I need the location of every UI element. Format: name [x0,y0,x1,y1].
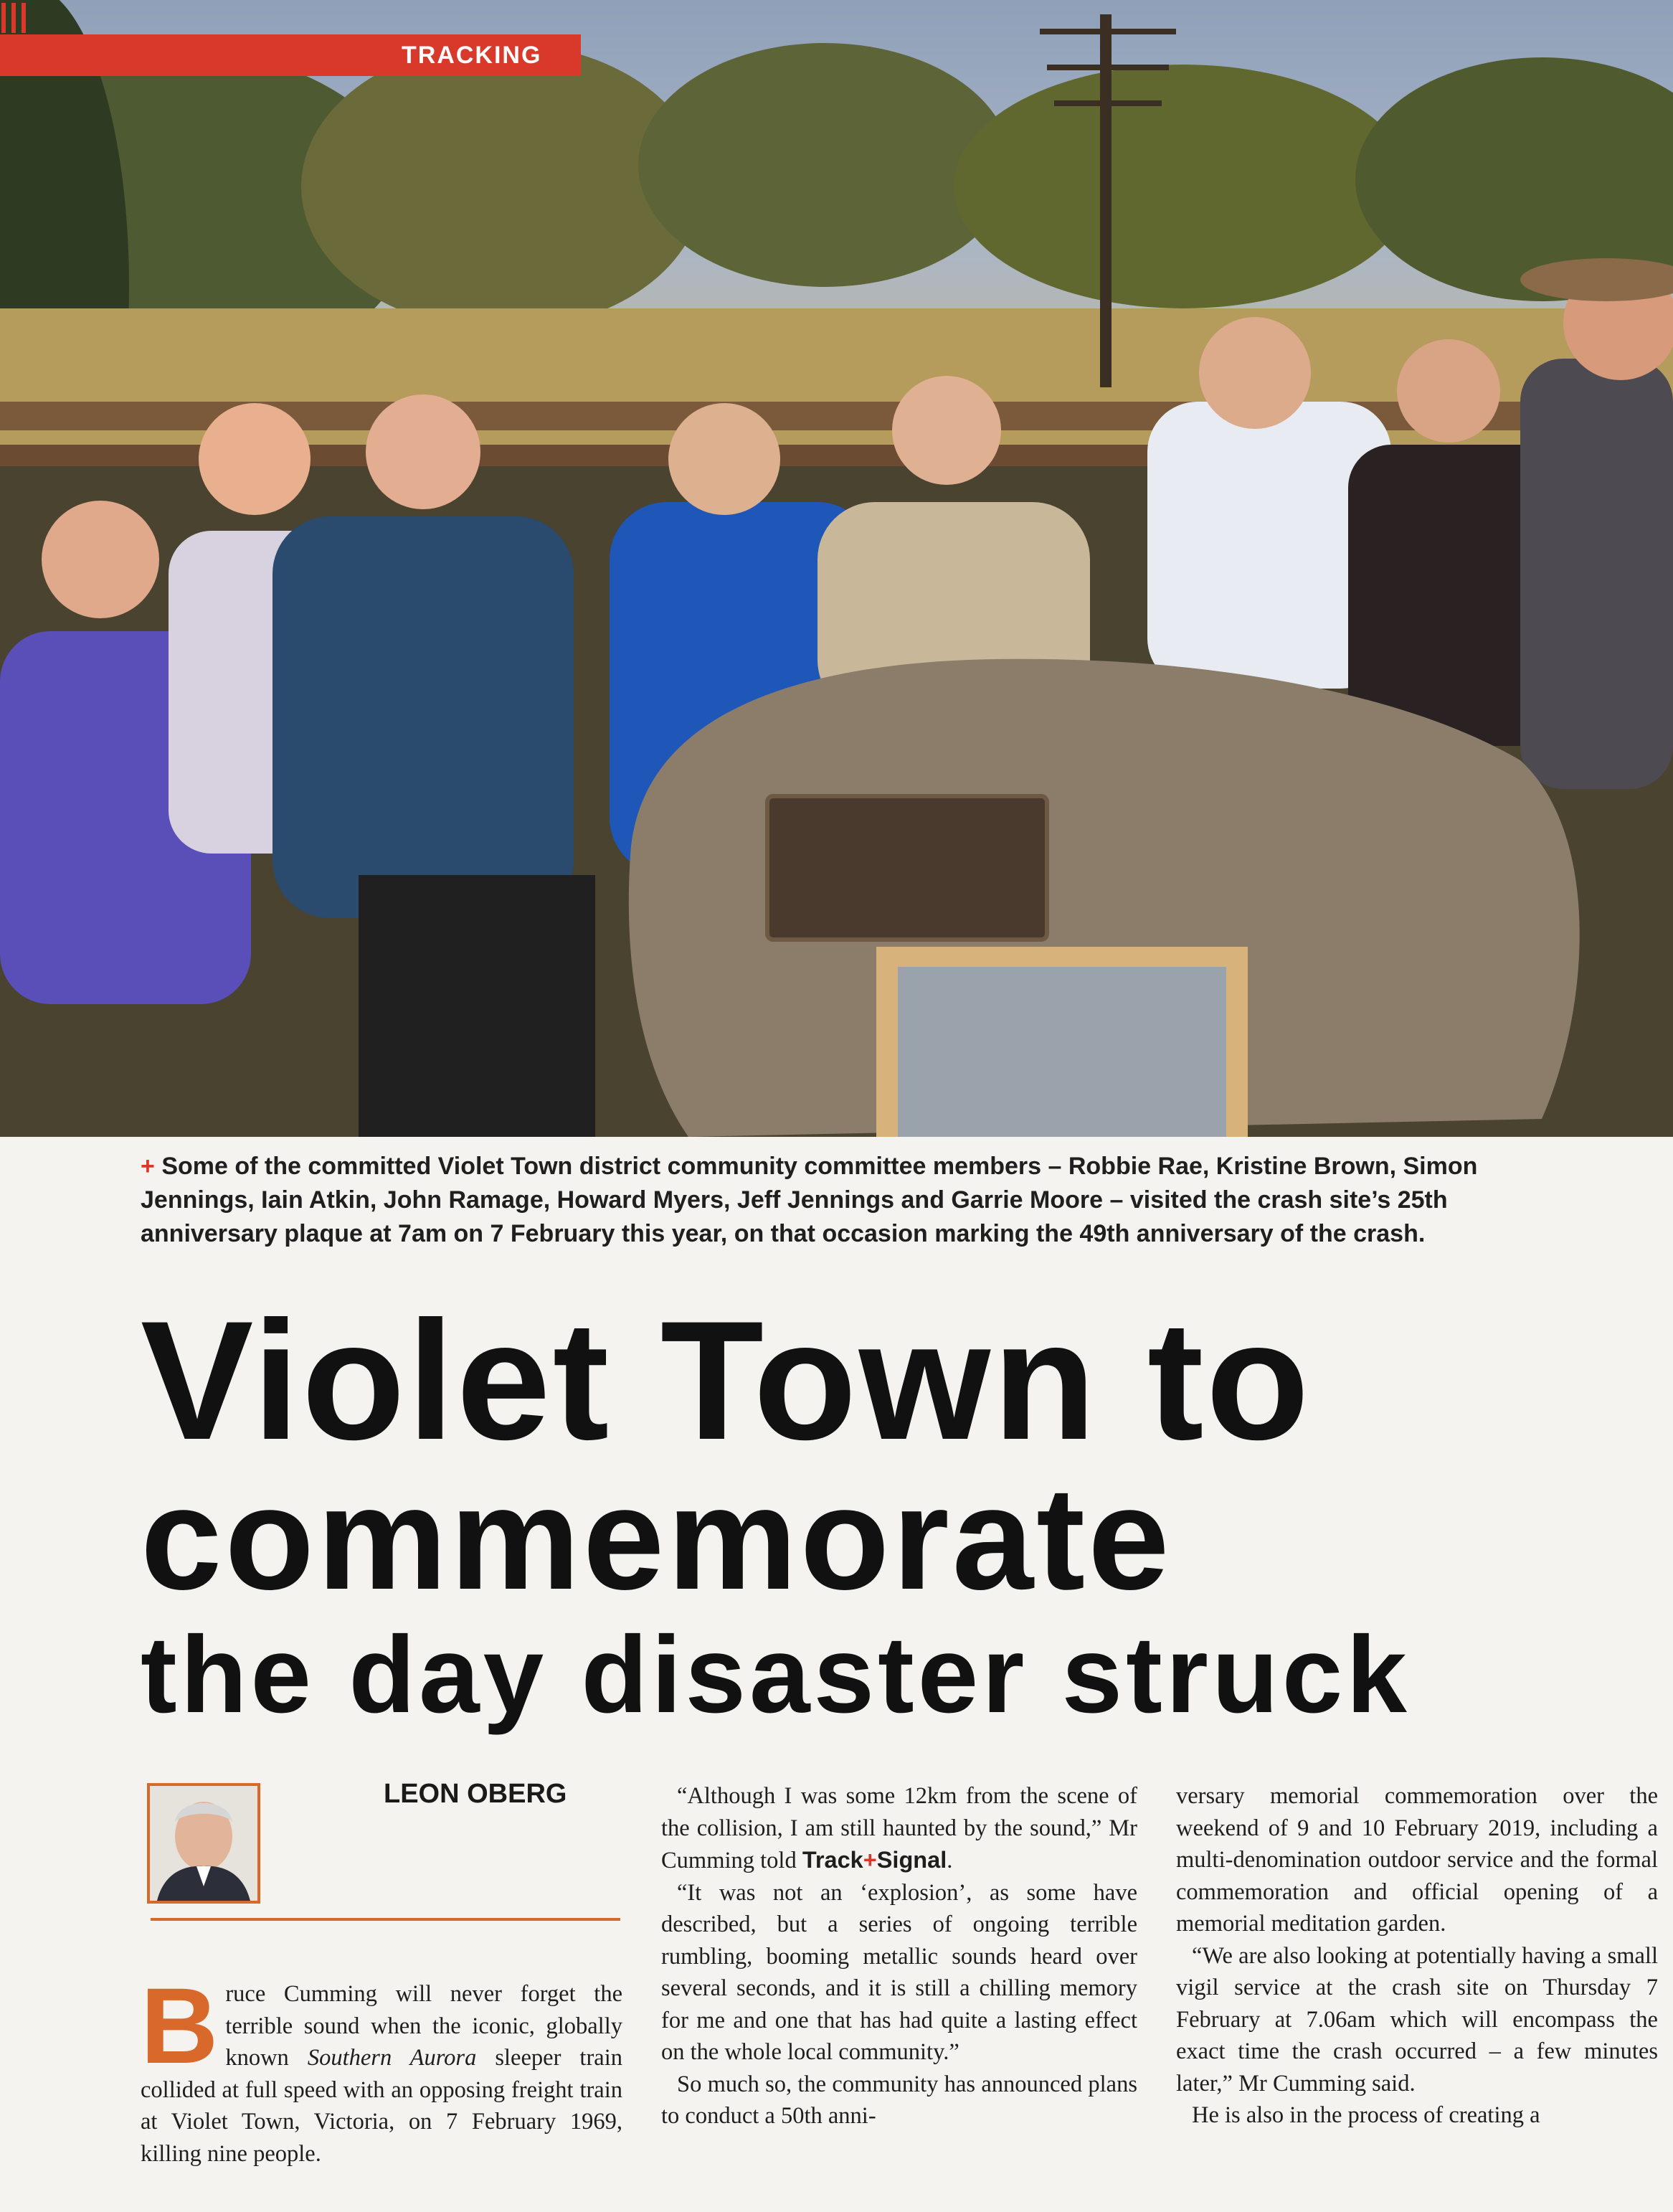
section-label: TRACKING [402,42,542,69]
paragraph [141,1965,622,2170]
paragraph: versary memorial commemoration over the weekend of 9 and 10 February 2019, including a multi-denomination outdoor service and the formal commemoration and official opening of a memorial meditation garden. [1176,1783,1658,1937]
caption-marker: + [141,1153,155,1180]
author-portrait [147,1783,260,1904]
section-ticks-icon [0,0,29,36]
drop-cap: B [141,1965,219,2086]
headline-line-1: Violet Town to [141,1286,1312,1475]
train-name: Southern Aurora [307,2045,477,2071]
paragraph: “We are also looking at potentially having a small vigil service at the crash site on Thursday 7 February at 7.06am which will encompass the exact time the crash occurred – a few minutes later,” Mr Cumming said. [1176,1942,1658,2097]
byline-author: LEON OBERG [384,1779,567,1809]
headline [141,1286,1661,1736]
paragraph: He is also in the process of creating a [1192,2102,1540,2128]
body-column-3 [1176,1780,1658,2132]
publication-name [802,1847,947,1873]
photo-caption [141,1150,1575,1251]
byline-divider [151,1918,620,1921]
headline-line-3: the day disaster struck [141,1614,1411,1736]
paragraph: So much so, the community has announced plans to conduct a 50th anni- [661,2071,1137,2129]
body-column-2 [661,1780,1137,2132]
brand-part: Signal [876,1847,947,1873]
text-run: “Although I was some 12km from the scene of the collision, I am still haunted by the sound,” Mr Cumming told [661,1783,1137,1873]
body-column-1 [141,1965,622,2170]
brand-part: Track [802,1847,863,1873]
text-run: ruce Cumming will never forget the terrible sound when the iconic, globally known [225,1981,622,2071]
brand-plus: + [863,1847,877,1873]
paragraph: “It was not an ‘explosion’, as some have described, but a series of ongoing terrible rumbling, booming metallic sounds heard over several seconds, and it is still a chilling memory for me and one that has had quite a lasting effect on the whole local community.” [661,1879,1137,2065]
headline-line-2: commemorate [141,1457,1172,1620]
text-run: sleeper train collided at full speed with an opposing freight train at Violet Town, Victoria, on 7 February 1969, killing nine people. [141,2045,622,2167]
portrait-icon [150,1786,257,1901]
paragraph [661,1780,1137,1877]
text-run: . [947,1848,953,1873]
caption-text: Some of the committed Violet Town district community committee members – Robbie Rae, Kristine Brown, Simon Jennings, Iain Atkin, John Ramage, Howard Myers, Jeff Jennings and Garrie Moore – visited the crash site’s 25th anniversary plaque at 7am on 7 February this year, on that occasion marking the 49th anniversary of the crash. [141,1153,1478,1247]
